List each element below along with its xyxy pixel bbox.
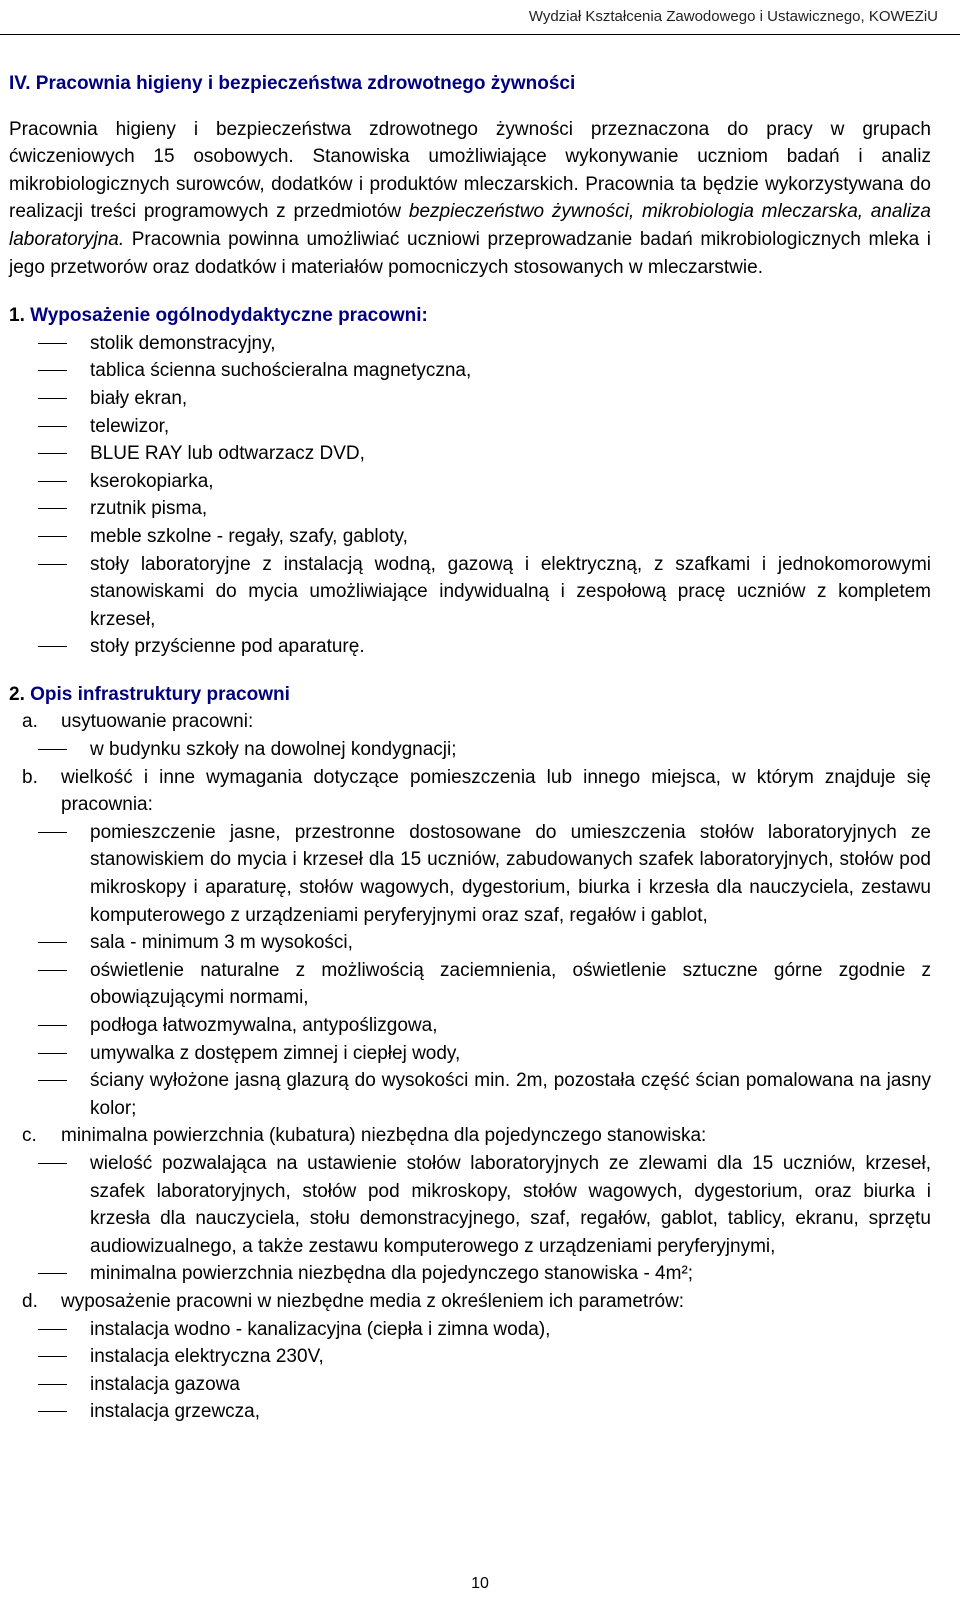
section-2-heading <box>9 681 931 709</box>
list-item-text: stoły laboratoryjne z instalacją wodną, gazową i elektryczną, z szafkami i jednokomorowymi stanowiskami do mycia umożliwiające indywidualną i zespołową pracę uczniów z kompletem krzeseł, <box>90 553 931 630</box>
subsection-b-list <box>9 819 931 1123</box>
dash-bullet <box>38 1329 67 1330</box>
dash-bullet <box>38 343 67 344</box>
list-item-text: instalacja gazowa <box>90 1373 240 1395</box>
list-item-text: instalacja wodno - kanalizacyjna (ciepła i zimna woda), <box>90 1318 551 1340</box>
dash-bullet <box>38 1273 67 1274</box>
dash-bullet <box>38 1163 67 1164</box>
list-item <box>9 736 931 764</box>
dash-bullet <box>38 646 67 647</box>
subsection-d-text: wyposażenie pracowni w niezbędne media z określeniem ich parametrów: <box>61 1290 685 1312</box>
subsection-c-letter: c. <box>22 1125 37 1147</box>
list-item-text: minimalna powierzchnia niezbędna dla pojedynczego stanowiska - 4m²; <box>90 1263 694 1285</box>
list-item <box>9 1067 931 1122</box>
list-item <box>9 468 931 496</box>
dash-bullet <box>38 481 67 482</box>
page-number: 10 <box>471 1575 489 1592</box>
list-item <box>9 1371 931 1399</box>
list-item <box>9 1012 931 1040</box>
subsection-c-text: minimalna powierzchnia (kubatura) niezbędna dla pojedynczego stanowiska: <box>61 1125 707 1147</box>
list-item-text: oświetlenie naturalne z możliwością zaciemnienia, oświetlenie sztuczne górne zgodnie z obowiązującymi normami, <box>90 959 931 1009</box>
list-item <box>9 357 931 385</box>
section-1-list <box>9 330 931 661</box>
dash-bullet <box>38 1356 67 1357</box>
chapter-title: IV. Pracownia higieny i bezpieczeństwa zdrowotnego żywności <box>9 73 576 94</box>
list-item-text: umywalka z dostępem zimnej i ciepłej wody, <box>90 1042 461 1064</box>
intro-paragraph <box>9 116 931 282</box>
section-1-title: Wyposażenie ogólnodydaktyczne pracowni: <box>30 305 428 327</box>
dash-bullet <box>38 1053 67 1054</box>
list-item <box>9 440 931 468</box>
dash-bullet <box>38 749 67 750</box>
subsection-a-text: usytuowanie pracowni: <box>61 711 254 733</box>
list-item <box>9 1150 931 1260</box>
dash-bullet <box>38 1080 67 1081</box>
list-item <box>9 1316 931 1344</box>
list-item <box>9 523 931 551</box>
running-header: Wydział Kształcenia Zawodowego i Ustawicznego, KOWEZiU <box>528 8 938 25</box>
list-item-text: w budynku szkoły na dowolnej kondygnacji; <box>90 739 457 761</box>
dash-bullet <box>38 1025 67 1026</box>
list-item-text: telewizor, <box>90 415 170 437</box>
subsection-a <box>9 708 931 736</box>
dash-bullet <box>38 970 67 971</box>
dash-bullet <box>38 536 67 537</box>
subsection-c-list <box>9 1150 931 1288</box>
dash-bullet <box>38 1411 67 1412</box>
list-item <box>9 957 931 1012</box>
list-item <box>9 1343 931 1371</box>
subsection-b-letter: b. <box>22 766 38 788</box>
list-item-text: kserokopiarka, <box>90 470 214 492</box>
list-item-text: meble szkolne - regały, szafy, gabloty, <box>90 525 408 547</box>
list-item <box>9 385 931 413</box>
dash-bullet <box>38 564 67 565</box>
list-item <box>9 495 931 523</box>
subsection-d-letter: d. <box>22 1290 38 1312</box>
list-item-text: sala - minimum 3 m wysokości, <box>90 932 353 954</box>
list-item <box>9 929 931 957</box>
subsection-a-list <box>9 736 931 764</box>
subsection-b-text: wielkość i inne wymagania dotyczące pomieszczenia lub innego miejsca, w którym znajduje się pracownia: <box>61 766 931 816</box>
section-2-number: 2. <box>9 683 25 705</box>
section-2-title: Opis infrastruktury pracowni <box>30 683 290 705</box>
list-item-text: stolik demonstracyjny, <box>90 332 276 354</box>
list-item <box>9 1040 931 1068</box>
dash-bullet <box>38 832 67 833</box>
dash-bullet <box>38 426 67 427</box>
list-item <box>9 1398 931 1426</box>
dash-bullet <box>38 398 67 399</box>
intro-text-part1: Pracownia higieny i bezpieczeństwa zdrowotnego żywności przeznaczona do pracy w grupach ćwiczeniowych 15 osobowych. Stanowiska umożliwiające wykonywanie uczniom badań i analiz mikrobiologicznych surowców, dodatków i produktów mleczarskich. Pracownia ta będzie wykorzystywana do realizacji treści programowych z przedmiotów <box>9 118 931 223</box>
list-item-text: stoły przyścienne pod aparaturę. <box>90 636 365 658</box>
header-rule <box>0 34 960 35</box>
list-item-text: tablica ścienna suchościeralna magnetyczna, <box>90 360 472 382</box>
page-content <box>9 70 931 1426</box>
subsection-a-letter: a. <box>22 711 38 733</box>
intro-text-part2: Pracownia powinna umożliwiać uczniowi przeprowadzanie badań mikrobiologicznych mleka i jego przetworów oraz dodatków i materiałów pomocniczych stosowanych w mleczarstwie. <box>9 228 931 278</box>
section-2 <box>9 681 931 1426</box>
list-item-text: biały ekran, <box>90 387 188 409</box>
list-item-text: BLUE RAY lub odtwarzacz DVD, <box>90 443 365 465</box>
dash-bullet <box>38 1384 67 1385</box>
section-1-number: 1. <box>9 305 25 327</box>
subsection-d-list <box>9 1316 931 1426</box>
list-item <box>9 551 931 634</box>
subsection-c <box>9 1122 931 1150</box>
section-1-heading <box>9 302 931 330</box>
intro-subjects: bezpieczeństwo żywności, mikrobiologia mleczarska, analiza laboratoryjna. <box>9 201 932 250</box>
subsection-d <box>9 1288 931 1316</box>
list-item-text: podłoga łatwozmywalna, antypoślizgowa, <box>90 1015 438 1036</box>
list-item-text: instalacja elektryczna 230V, <box>90 1346 324 1368</box>
list-item <box>9 633 931 661</box>
list-item <box>9 819 931 929</box>
list-item <box>9 1260 931 1288</box>
list-item <box>9 413 931 441</box>
dash-bullet <box>38 453 67 454</box>
dash-bullet <box>38 508 67 509</box>
list-item-text: instalacja grzewcza, <box>90 1401 261 1423</box>
section-1 <box>9 302 931 661</box>
list-item <box>9 330 931 358</box>
list-item-text: pomieszczenie jasne, przestronne dostosowane do umieszczenia stołów laboratoryjnych ze stanowiskiem do mycia i krzeseł dla 15 uczniów, zabudowanych szafek laboratoryjnych, stołów pod mikroskopy i aparaturę, stołów wagowych, dygestorium, biurka i krzesła dla nauczyciela, zestawu komputerowego z urządzeniami peryferyjnymi oraz szaf, regałów i gablot, <box>90 821 931 926</box>
list-item-text: ściany wyłożone jasną glazurą do wysokości min. 2m, pozostała część ścian pomalowana na jasny kolor; <box>90 1070 931 1119</box>
subsection-b <box>9 764 931 819</box>
list-item-text: rzutnik pisma, <box>90 498 208 520</box>
list-item-text: wielość pozwalająca na ustawienie stołów laboratoryjnych ze zlewami dla 15 uczniów, krzeseł, szafek laboratoryjnych, stołów pod mikroskopy, stołów wagowych, dygestorium, oraz biurka i krzesła dla nauczyciela, stołu demonstracyjnego, szaf, regałów, gablot, tablicy, ekranu, sprzętu audiowizualnego, a także zestawu komputerowego z urządzeniami peryferyjnymi, <box>90 1152 931 1257</box>
dash-bullet <box>38 370 67 371</box>
dash-bullet <box>38 942 67 943</box>
